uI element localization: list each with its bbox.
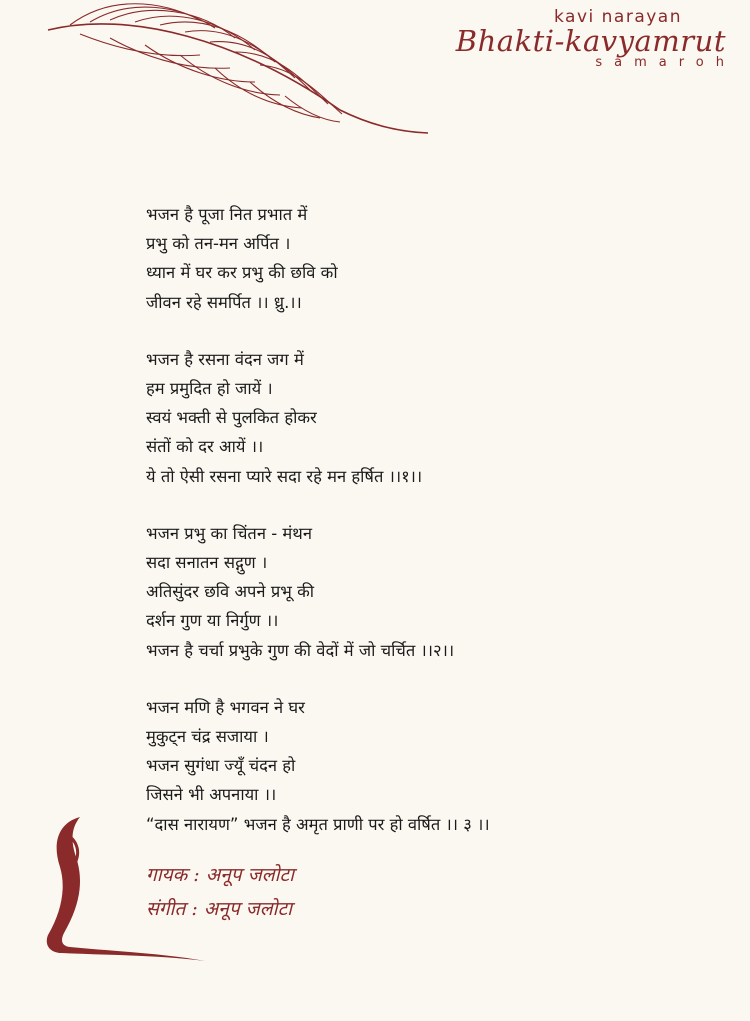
poem-line: संतों को दर आयें ।। [146, 437, 264, 457]
poem-line: अतिसुंदर छवि अपने प्रभू की [146, 582, 315, 602]
poem-line: सदा सनातन सद्गुण । [146, 553, 268, 573]
music-credit: संगीत : अनूप जलोटा [146, 898, 293, 920]
poem-line: भजन है पूजा नित प्रभात में [146, 205, 308, 224]
poem [146, 200, 716, 867]
brand-top: kavi narayan [553, 7, 682, 27]
poem-line: प्रभु को तन-मन अर्पित । [146, 234, 291, 254]
poem-line: ध्यान में घर कर प्रभु की छवि को [146, 263, 338, 283]
poem-line: जीवन रहे समर्पित ।। ध्रु.।। [146, 292, 302, 312]
stanza-4 [146, 693, 716, 839]
brand-logo [455, 7, 736, 70]
credits [146, 858, 294, 926]
stanza-2 [146, 345, 716, 491]
singer-credit: गायक : अनूप जलोटा [146, 864, 295, 886]
poem-line: हम प्रमुदित हो जायें । [146, 379, 273, 399]
poem-line: दर्शन गुण या निर्गुण ।। [146, 611, 279, 631]
poem-line: भजन प्रभु का चिंतन - मंथन [146, 523, 312, 543]
poem-line: भजन है चर्चा प्रभुके गुण की वेदों में जो चर्चित ।।२।। [146, 640, 455, 660]
stanza-3 [146, 519, 716, 665]
poem-line: जिसने भी अपनाया ।। [146, 785, 277, 805]
brand-sub: samaroh [595, 55, 736, 70]
feather-icon [40, 0, 440, 150]
poem-line: स्वयं भक्ती से पुलकित होकर [146, 408, 317, 428]
stanza-1 [146, 200, 716, 317]
poem-line: मुकुट्न चंद्र सजाया । [146, 727, 269, 747]
poem-line: भजन सुगंधा ज्यूँ चंदन हो [146, 756, 296, 776]
poem-line: भजन है रसना वंदन जग में [146, 349, 304, 369]
poem-line: भजन मणि है भगवन ने घर [146, 697, 305, 717]
poem-line: “दास नारायण” भजन है अमृत प्राणी पर हो वर्षित ।। ३ ।। [146, 814, 490, 834]
poem-line: ये तो ऐसी रसना प्यारे सदा रहे मन हर्षित ।।१।। [146, 466, 423, 486]
brand-main: Bhakti-kavyamrut [455, 24, 726, 58]
